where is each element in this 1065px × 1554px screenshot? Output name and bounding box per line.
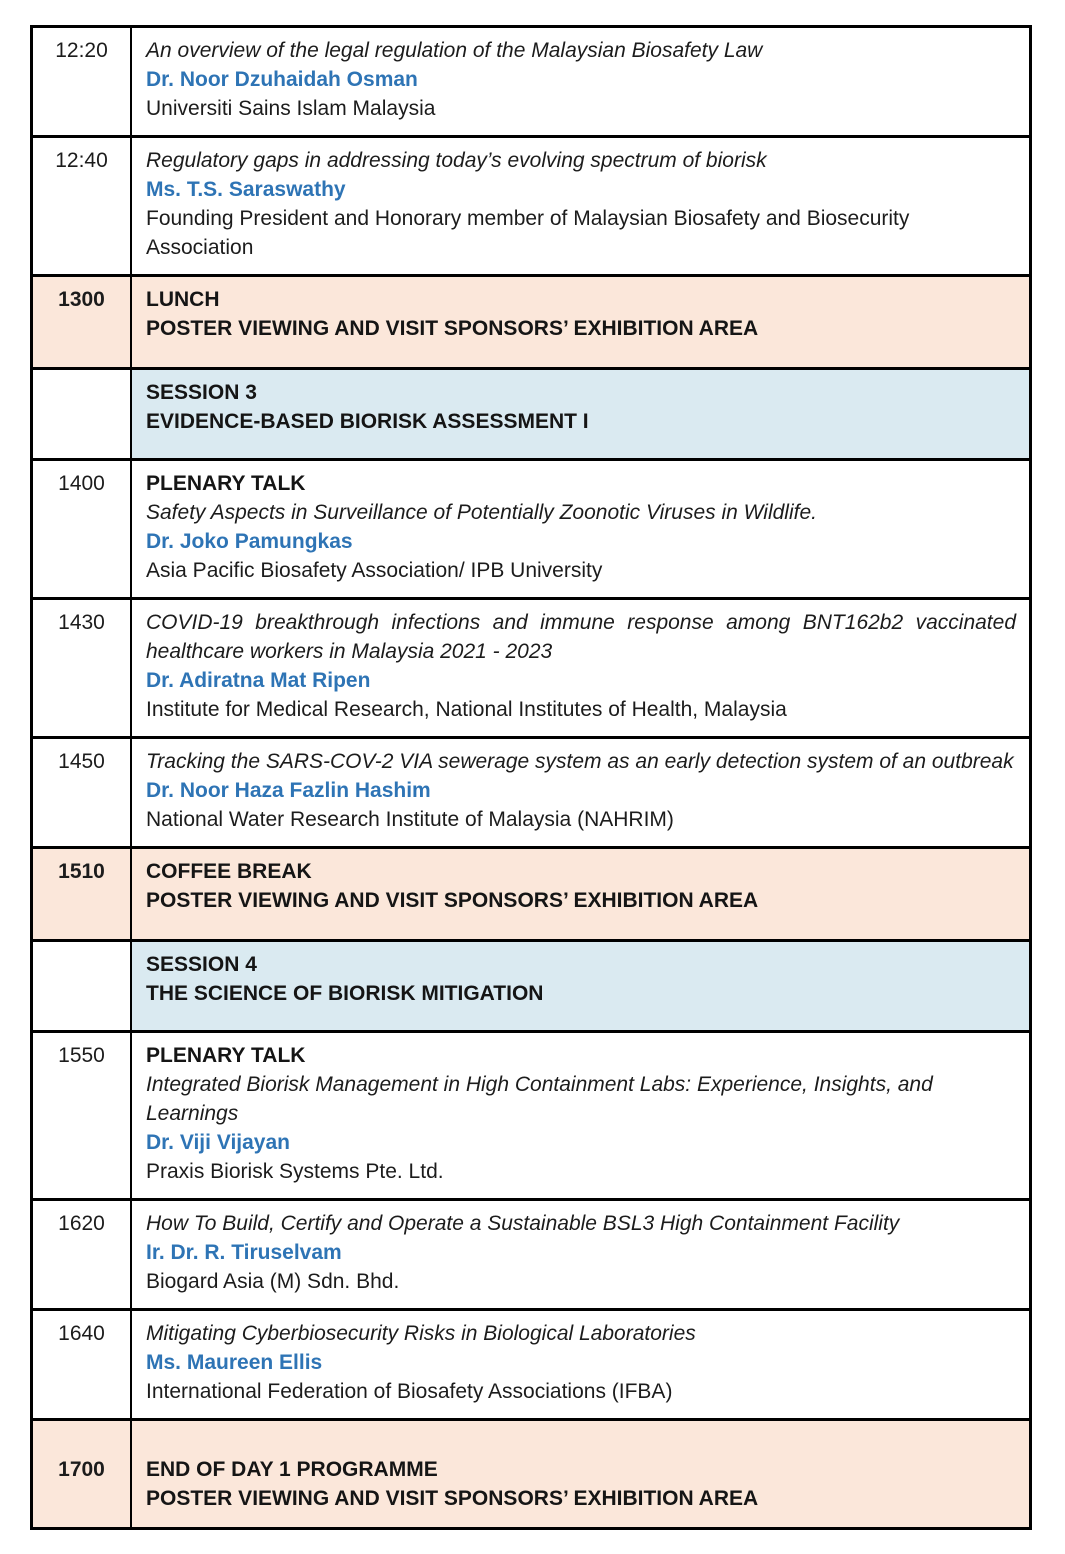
speaker-name: Dr. Noor Haza Fazlin Hashim: [146, 779, 431, 802]
speaker-affiliation: Institute for Medical Research, National Institutes of Health, Malaysia: [146, 698, 787, 721]
content-cell: [131, 1032, 1031, 1200]
time-cell: 1400: [32, 460, 132, 599]
time-cell: 1430: [32, 599, 132, 738]
cell-label: END OF DAY 1 PROGRAMME: [146, 1458, 438, 1481]
speaker-name: Dr. Viji Vijayan: [146, 1131, 290, 1154]
programme-table: [30, 25, 1032, 1530]
content-cell: [131, 1420, 1031, 1529]
cell-label: COFFEE BREAK: [146, 860, 312, 883]
content-cell: [131, 137, 1031, 276]
cell-label: POSTER VIEWING AND VISIT SPONSORS’ EXHIBITION AREA: [146, 889, 759, 912]
speaker-affiliation: Asia Pacific Biosafety Association/ IPB University: [146, 559, 603, 582]
speaker-affiliation: National Water Research Institute of Malaysia (NAHRIM): [146, 808, 674, 831]
content-cell: [131, 369, 1031, 460]
time-cell: 1300: [32, 276, 132, 369]
content-cell: [131, 276, 1031, 369]
content-cell: [131, 27, 1031, 137]
schedule-row: [32, 1310, 1031, 1420]
schedule-row: [32, 1200, 1031, 1310]
cell-label: SESSION 3: [146, 381, 257, 404]
schedule-row: [32, 738, 1031, 848]
talk-title: COVID-19 breakthrough infections and immune response among BNT162b2 vaccinated healthcare workers in Malaysia 2021 - 2023: [146, 611, 1016, 663]
talk-title: Regulatory gaps in addressing today’s evolving spectrum of biorisk: [146, 149, 767, 172]
speaker-name: Ir. Dr. R. Tiruselvam: [146, 1241, 342, 1264]
schedule-row: [32, 276, 1031, 369]
content-cell: [131, 460, 1031, 599]
schedule-row: [32, 27, 1031, 137]
cell-label: POSTER VIEWING AND VISIT SPONSORS’ EXHIBITION AREA: [146, 317, 759, 340]
speaker-name: Dr. Noor Dzuhaidah Osman: [146, 68, 418, 91]
speaker-affiliation: Biogard Asia (M) Sdn. Bhd.: [146, 1270, 400, 1293]
cell-label: LUNCH: [146, 288, 220, 311]
schedule-row: [32, 369, 1031, 460]
time-cell: 1640: [32, 1310, 132, 1420]
speaker-affiliation: International Federation of Biosafety Associations (IFBA): [146, 1380, 673, 1403]
speaker-affiliation: Founding President and Honorary member of Malaysian Biosafety and Biosecurity Association: [146, 207, 910, 259]
content-cell: [131, 1310, 1031, 1420]
time-cell: 12:20: [32, 27, 132, 137]
cell-label: PLENARY TALK: [146, 472, 306, 495]
talk-title: Mitigating Cyberbiosecurity Risks in Biological Laboratories: [146, 1322, 696, 1345]
cell-label: POSTER VIEWING AND VISIT SPONSORS’ EXHIBITION AREA: [146, 1487, 759, 1510]
time-cell: [32, 941, 132, 1032]
schedule-row: [32, 1420, 1031, 1529]
content-cell: [131, 848, 1031, 941]
cell-label: THE SCIENCE OF BIORISK MITIGATION: [146, 982, 544, 1005]
time-cell: 1550: [32, 1032, 132, 1200]
speaker-affiliation: Universiti Sains Islam Malaysia: [146, 97, 436, 120]
time-cell: 1620: [32, 1200, 132, 1310]
talk-title: How To Build, Certify and Operate a Sustainable BSL3 High Containment Facility: [146, 1212, 900, 1235]
time-cell: 12:40: [32, 137, 132, 276]
time-cell: [32, 369, 132, 460]
time-cell: 1700: [32, 1420, 132, 1529]
speaker-name: Dr. Adiratna Mat Ripen: [146, 669, 371, 692]
schedule-row: [32, 941, 1031, 1032]
schedule-row: [32, 1032, 1031, 1200]
talk-title: Integrated Biorisk Management in High Containment Labs: Experience, Insights, and Learnings: [146, 1073, 933, 1125]
schedule-row: [32, 599, 1031, 738]
cell-label: SESSION 4: [146, 953, 257, 976]
time-cell: 1510: [32, 848, 132, 941]
speaker-affiliation: Praxis Biorisk Systems Pte. Ltd.: [146, 1160, 444, 1183]
time-cell: 1450: [32, 738, 132, 848]
cell-label: PLENARY TALK: [146, 1044, 306, 1067]
content-cell: [131, 599, 1031, 738]
content-cell: [131, 738, 1031, 848]
schedule-row: [32, 137, 1031, 276]
content-cell: [131, 941, 1031, 1032]
speaker-name: Ms. Maureen Ellis: [146, 1351, 323, 1374]
talk-title: An overview of the legal regulation of the Malaysian Biosafety Law: [146, 39, 763, 62]
talk-title: Safety Aspects in Surveillance of Potentially Zoonotic Viruses in Wildlife.: [146, 501, 817, 524]
speaker-name: Ms. T.S. Saraswathy: [146, 178, 346, 201]
schedule-row: [32, 460, 1031, 599]
speaker-name: Dr. Joko Pamungkas: [146, 530, 353, 553]
programme-rows: [32, 27, 1031, 1529]
cell-label: EVIDENCE-BASED BIORISK ASSESSMENT I: [146, 410, 589, 433]
schedule-row: [32, 848, 1031, 941]
talk-title: Tracking the SARS-COV-2 VIA sewerage system as an early detection system of an outbreak: [146, 750, 1014, 773]
content-cell: [131, 1200, 1031, 1310]
